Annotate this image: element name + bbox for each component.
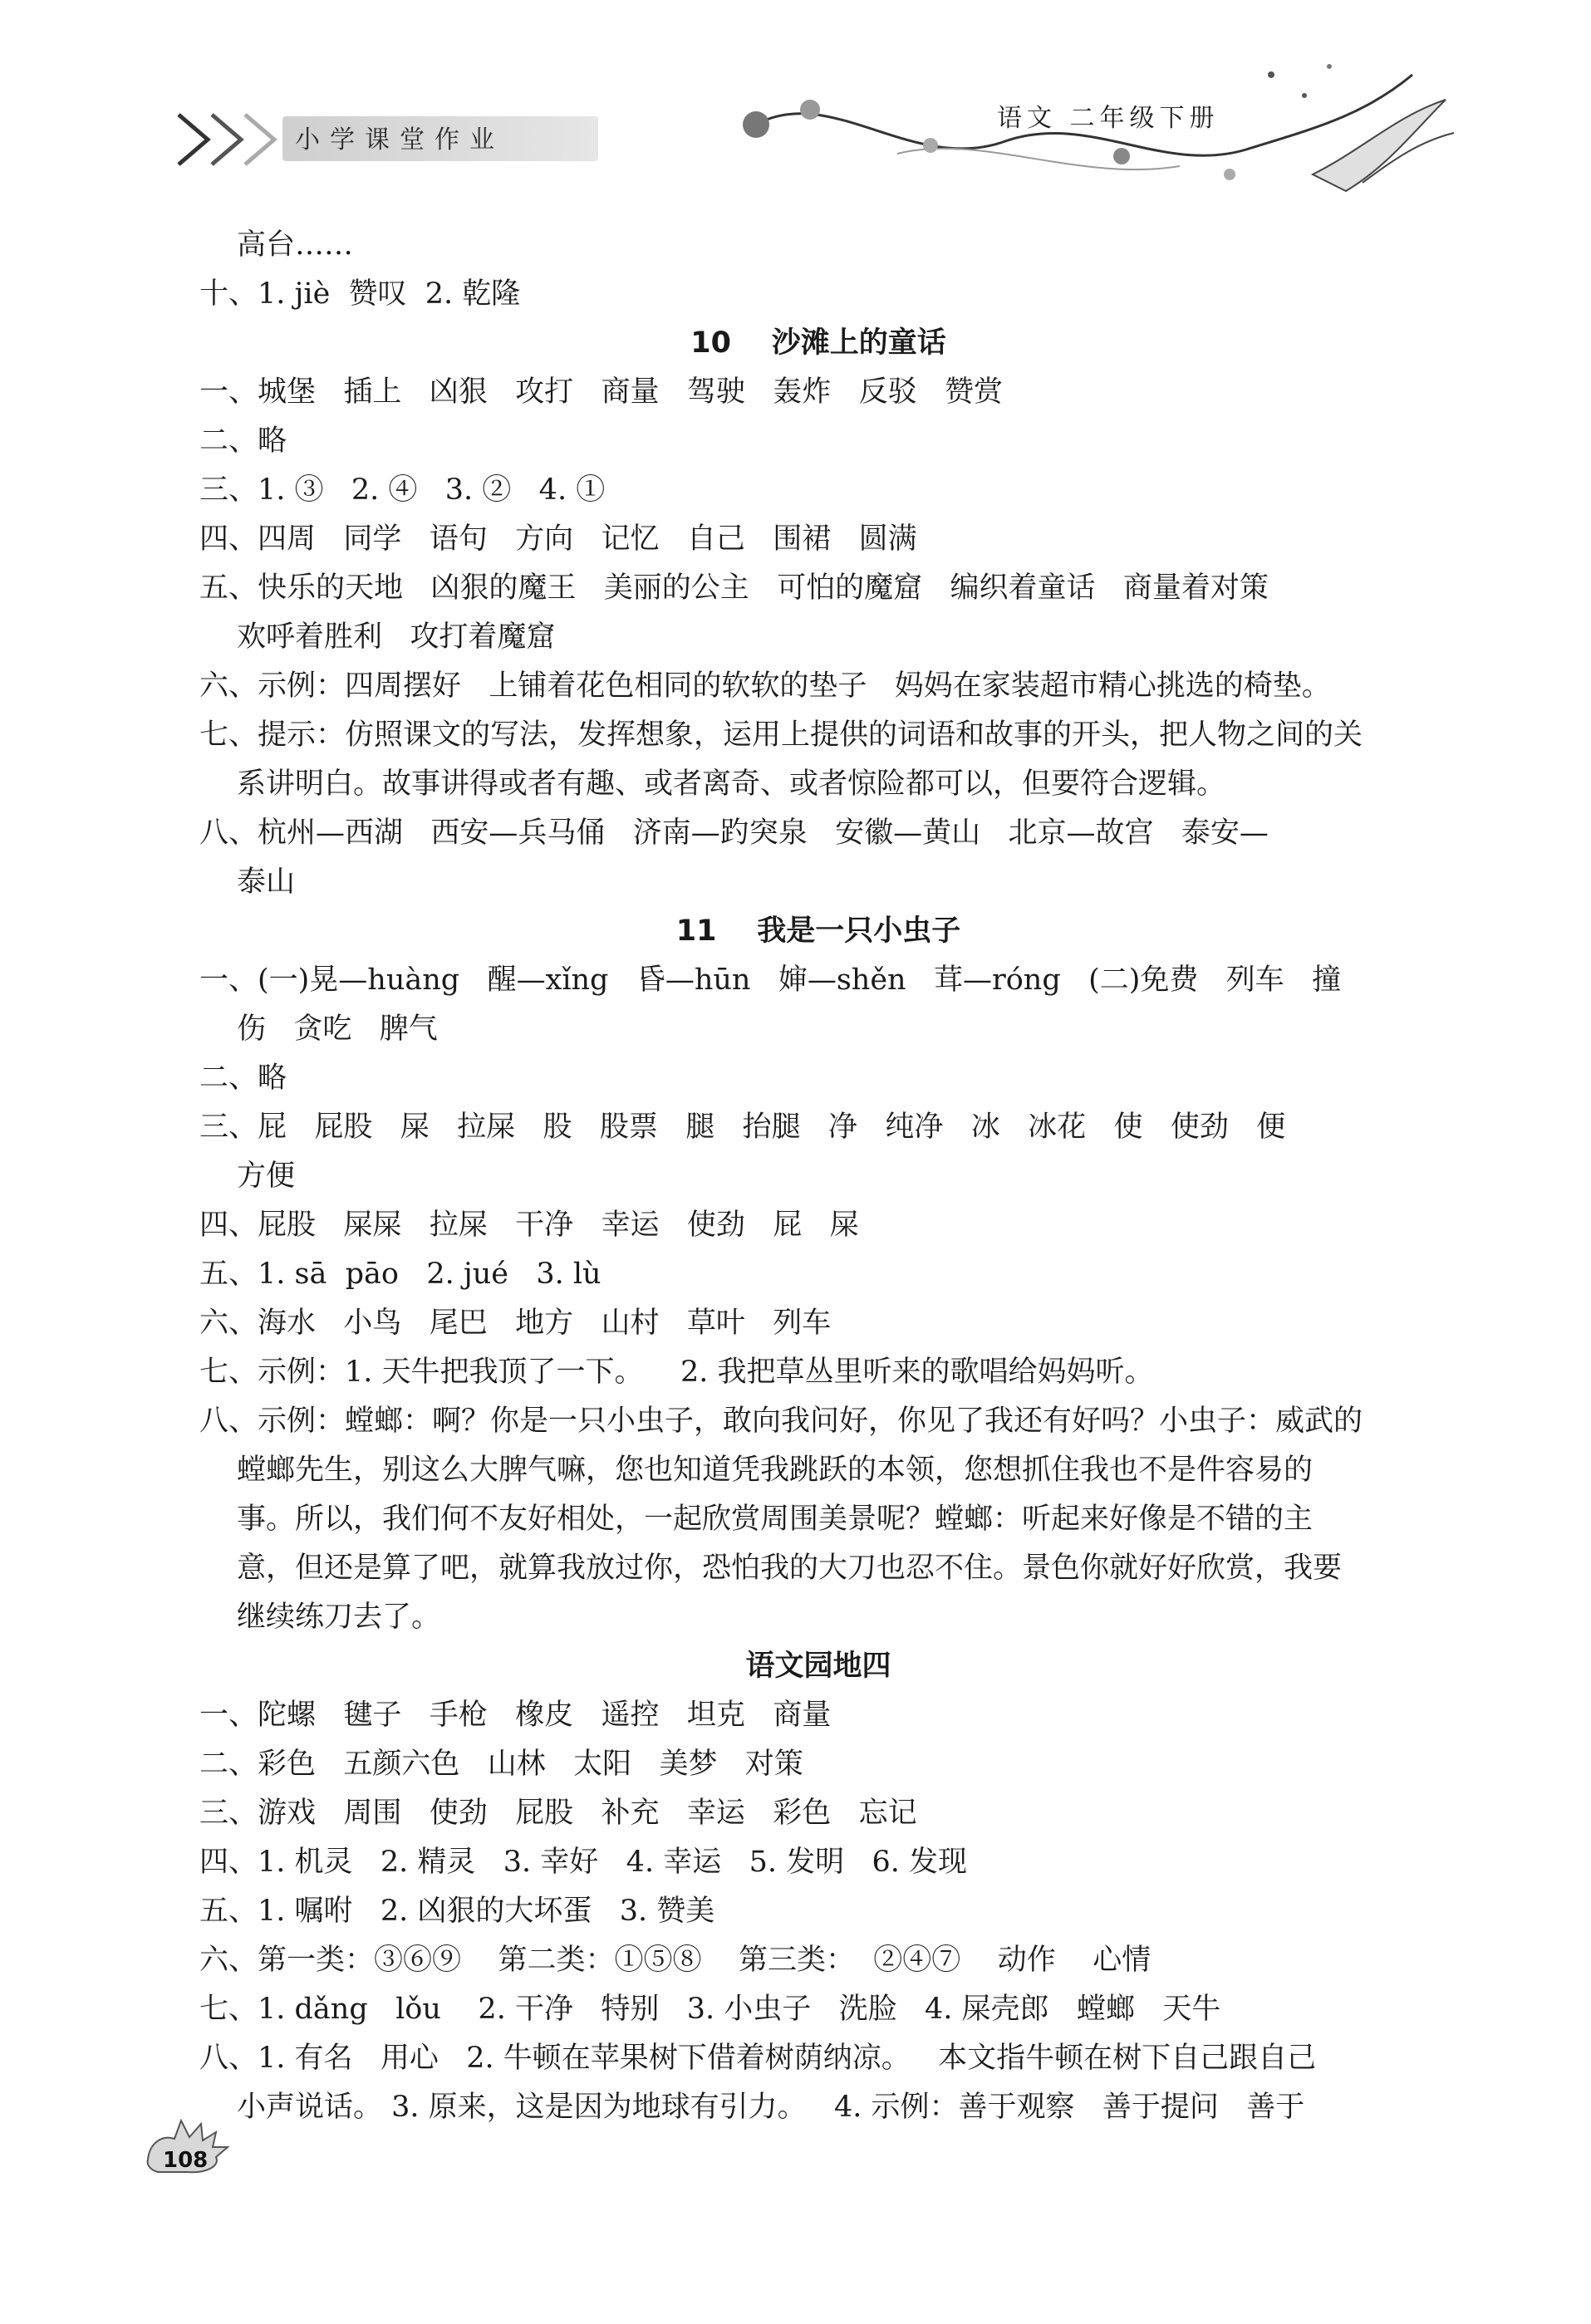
page-header [0, 0, 1591, 216]
answer-item: 五、快乐的天地 凶狠的魔王 美丽的公主 可怕的魔窟 编织着童话 商量着对策 [199, 571, 1269, 605]
answer-content [199, 221, 1437, 2132]
answer-item: 五、1. 嘱咐 2. 凶狠的大坏蛋 3. 赞美 [199, 1895, 715, 1928]
answer-item: 八、杭州—西湖 西安—兵马俑 济南—趵突泉 安徽—黄山 北京—故宫 泰安— [199, 816, 1269, 850]
answer-item: 八、1. 有名 用心 2. 牛顿在苹果树下借着树荫纳凉。 本文指牛顿在树下自己跟自己 [199, 2042, 1317, 2075]
answer-continuation: 高台…… [237, 228, 354, 262]
answer-item: 四、屁股 屎屎 拉屎 干净 幸运 使劲 屁 屎 [199, 1209, 859, 1242]
answer-item: 十、1. jiè 赞叹 2. 乾隆 [199, 277, 521, 311]
chevron-arrows-icon [174, 106, 299, 173]
section-title: 语文园地四 [745, 1650, 891, 1683]
answer-item: 一、(一)晃—huàng 醒—xǐng 昏—hūn 婶—shěn 茸—róng (二)免费 列车 撞 [199, 963, 1342, 997]
answer-item: 二、略 [199, 1061, 287, 1095]
answer-continuation: 欢呼着胜利 攻打着魔窟 [237, 620, 556, 654]
answer-continuation: 系讲明白。故事讲得或者有趣、或者离奇、或者惊险都可以，但要符合逻辑。 [237, 767, 1226, 801]
book-title: 小学课堂作业 [295, 125, 504, 154]
answer-item: 四、1. 机灵 2. 精灵 3. 幸好 4. 幸运 5. 发明 6. 发现 [199, 1846, 967, 1879]
answer-item: 八、示例：螳螂：啊？你是一只小虫子，敢向我问好，你见了我还有好吗？小虫子：威武的 [199, 1405, 1363, 1438]
answer-item: 二、略 [199, 424, 287, 458]
answer-continuation: 意，但还是算了吧，就算我放过你，恐怕我的大刀也忍不住。景色你就好好欣赏，我要 [237, 1552, 1343, 1585]
subject-grade: 语文 二年级下册 [997, 104, 1220, 133]
answer-item: 六、海水 小鸟 尾巴 地方 山村 草叶 列车 [199, 1307, 832, 1340]
answer-item: 三、游戏 周围 使劲 屁股 补充 幸运 彩色 忘记 [199, 1797, 917, 1830]
answer-item: 二、彩色 五颜六色 山林 太阳 美梦 对策 [199, 1748, 803, 1781]
answer-item: 三、屁 屁股 屎 拉屎 股 股票 腿 抬腿 净 纯净 冰 冰花 使 使劲 便 [199, 1111, 1286, 1144]
answer-item: 七、提示：仿照课文的写法，发挥想象，运用上提供的词语和故事的开头，把人物之间的关 [199, 718, 1363, 752]
answer-item: 三、1. ③ 2. ④ 3. ② 4. ① [199, 473, 606, 507]
answer-item: 六、第一类：③⑥⑨ 第二类：①⑤⑧ 第三类： ②④⑦ 动作 心情 [199, 1944, 1152, 1977]
answer-continuation: 方便 [237, 1160, 296, 1193]
section-title: 10 沙滩上的童话 [690, 326, 946, 360]
answer-continuation: 小声说话。 3. 原来，这是因为地球有引力。 4. 示例：善于观察 善于提问 善于 [237, 2091, 1305, 2124]
answer-continuation: 泰山 [237, 865, 296, 899]
answer-item: 七、示例：1. 天牛把我顶了一下。 2. 我把草丛里听来的歌唱给妈妈听。 [199, 1356, 1154, 1389]
answer-continuation: 螳螂先生，别这么大脾气嘛，您也知道凭我跳跃的本领，您想抓住我也不是件容易的 [237, 1454, 1314, 1487]
section-title: 11 我是一只小虫子 [675, 914, 961, 948]
answer-continuation: 继续练刀去了。 [237, 1601, 441, 1634]
page-number: 108 [163, 2148, 209, 2173]
answer-item: 七、1. dǎng lǒu 2. 干净 特别 3. 小虫子 洗脸 4. 屎壳郎 螳螂 天牛 [199, 1993, 1221, 2026]
answer-item: 一、陀螺 毽子 手枪 橡皮 遥控 坦克 商量 [199, 1699, 832, 1732]
answer-item: 一、城堡 插上 凶狠 攻打 商量 驾驶 轰炸 反驳 赞赏 [199, 375, 1004, 409]
answer-item: 五、1. sā pāo 2. jué 3. lù [199, 1258, 602, 1291]
answer-item: 四、四周 同学 语句 方向 记忆 自己 围裙 圆满 [199, 522, 917, 556]
answer-continuation: 事。所以，我们何不友好相处，一起欣赏周围美景呢？螳螂：听起来好像是不错的主 [237, 1503, 1314, 1536]
answer-item: 六、示例：四周摆好 上铺着花色相同的软软的垫子 妈妈在家装超市精心挑选的椅垫。 [199, 669, 1331, 703]
answer-continuation: 伤 贪吃 脾气 [237, 1012, 438, 1046]
